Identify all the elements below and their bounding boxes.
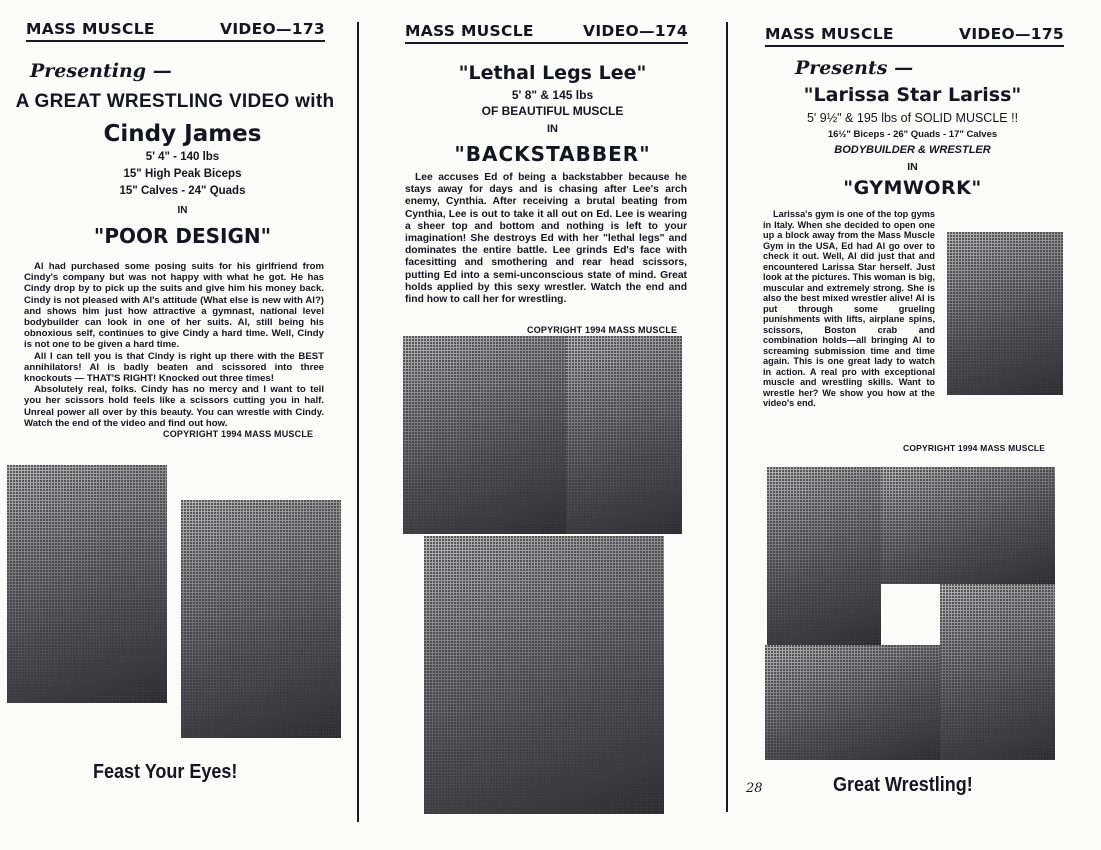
column-header [26, 20, 325, 42]
intro-script: Presenting — [30, 60, 172, 82]
video-number: VIDEO—175 [959, 25, 1064, 43]
photo [7, 465, 167, 703]
copyright: COPYRIGHT 1994 MASS MUSCLE [163, 429, 314, 439]
column-divider [357, 22, 359, 822]
video-number: VIDEO—173 [220, 20, 325, 38]
photo [881, 467, 1055, 584]
in-label: IN [177, 205, 188, 216]
column-header [765, 25, 1064, 47]
synopsis [405, 172, 687, 306]
copyright: COPYRIGHT 1994 MASS MUSCLE [527, 325, 678, 335]
photo [566, 336, 682, 534]
headline: A GREAT WRESTLING VIDEO with [15, 91, 335, 112]
brand-label: MASS MUSCLE [765, 25, 894, 43]
brand-label: MASS MUSCLE [405, 22, 534, 40]
photo [403, 336, 566, 534]
stat-line: 15" Calves - 24" Quads [119, 185, 246, 197]
synopsis-paragraph: Al had purchased some posing suits for his girlfriend from Cindy's company but was not happy with what he got. He has Cindy drop by to pick up the suits and give him his money back. Cindy is not pleased with Al's attitude (What else is new with Al?) and shows him just how attractive a gymnast, national level bodybuilder can look in one of her suits. Al, still being his obnoxious self, continues to give Cindy a hard time. Well, Cindy is not one to be given a hard time. [24, 261, 324, 351]
video-title: "POOR DESIGN" [93, 224, 272, 248]
in-label: IN [907, 161, 918, 173]
copyright: COPYRIGHT 1994 MASS MUSCLE [903, 443, 1046, 453]
page-number: 28 [746, 781, 763, 796]
in-label: IN [547, 123, 558, 135]
star-name: Cindy James [103, 121, 262, 147]
synopsis-paragraph: Lee accuses Ed of being a backstabber because he stays away for days and is chasing after Lee's arch enemy, Cynthia. After receiving a brutal beating from Cynthia, Lee is out to take it all out on Ed. Lee is wearing a sheer top and bottom and nothing is left to your imagination! She destroys Ed with her "lethal legs" and dominates the entire battle. Lee grinds Ed's face with facesitting and smothering and rear head scissors, putting Ed into a semi-unconscious state of mind. Great holds applied by this sexy wrestler. Watch the end and find how to call her for wrestling. [405, 172, 687, 306]
synopsis [763, 209, 935, 409]
stat-line: 15" High Peak Biceps [123, 168, 242, 180]
photo [767, 467, 881, 645]
column-divider [726, 22, 728, 812]
star-name: "Lethal Legs Lee" [458, 62, 647, 84]
video-title: "GYMWORK" [843, 177, 982, 199]
stat-line: 5' 8" & 145 lbs [511, 88, 594, 102]
role-label: BODYBUILDER & WRESTLER [834, 144, 991, 156]
column-header [405, 22, 688, 44]
photo [947, 232, 1063, 395]
brand-label: MASS MUSCLE [26, 20, 155, 38]
video-number: VIDEO—174 [583, 22, 688, 40]
synopsis-paragraph: Absolutely real, folks. Cindy has no mercy and I want to tell you her scissors hold feels like a scissors cutting you in half. Unreal power all over by this beauty. You can wrestle with Cindy. Watch the end of the video and find out how. [24, 384, 324, 429]
video-title: "BACKSTABBER" [454, 142, 651, 166]
synopsis [24, 261, 324, 429]
stat-line: 5' 4" - 140 lbs [145, 151, 220, 163]
synopsis-paragraph: All I can tell you is that Cindy is right up there with the BEST annihilators! Al is badly beaten and scissored into three knockouts — THAT'S RIGHT! Knocked out three times! [24, 350, 324, 385]
photo [424, 536, 664, 814]
photo [765, 645, 940, 760]
intro-script: Presents — [795, 57, 914, 79]
star-name: "Larissa Star Lariss" [803, 84, 1022, 106]
stat-line: OF BEAUTIFUL MUSCLE [481, 104, 624, 118]
stat-line: 16½" Biceps - 26" Quads - 17" Calves [827, 129, 998, 140]
footer-tagline: Great Wrestling! [833, 774, 973, 796]
photo [940, 584, 1055, 760]
stat-line: 5' 9½" & 195 lbs of SOLID MUSCLE !! [806, 111, 1019, 125]
photo [181, 500, 341, 738]
footer-tagline: Feast Your Eyes! [93, 761, 238, 783]
synopsis-paragraph: Larissa's gym is one of the top gyms in Italy. When she decided to open one up a block away from the Mass Muscle Gym in the USA, Ed had Al go over to check it out. Well, Al did just that and encountered Larissa Star herself. Just look at the pictures. This woman is big, muscular and extremely strong. She is also the best mixed wrestler alive! Al is put through some grueling punishments with lifts, airplane spins, scissors, Boston crab and combination holds—all bringing Al to screaming submission time and time again. This is one great lady to watch in action. A real pro with exceptional muscle and wrestling skills. Want to wrestle her? We show you how at the video's end. [763, 209, 935, 408]
